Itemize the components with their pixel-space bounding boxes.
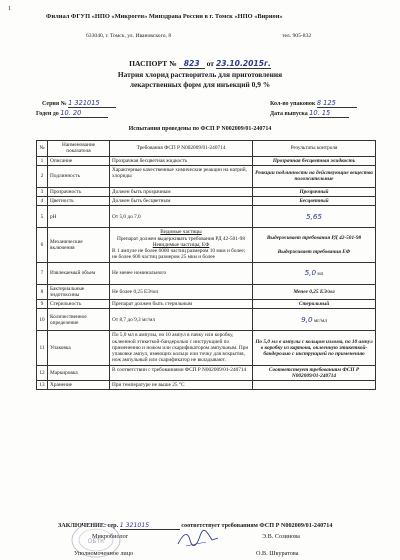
microbiologist-name: Э.В. Созинова: [262, 533, 300, 540]
volume-unit: мл: [317, 270, 324, 277]
microbiologist-label: Микробиолог: [92, 533, 129, 540]
row-name: Цветность: [48, 197, 110, 206]
table-row: [37, 165, 376, 187]
passport-number: 823: [179, 59, 205, 69]
row-result: [253, 228, 376, 262]
row-num: 4: [37, 197, 48, 206]
row-requirement: От 5,0 до 7,0: [110, 206, 253, 228]
row-num: 3: [37, 187, 48, 196]
row-name: Количественное определение: [48, 309, 110, 331]
table-row: [37, 331, 376, 365]
issue-date-field: [270, 109, 349, 118]
header-req: Требования ФСП Р N002009/01-240714: [110, 141, 253, 157]
table-row: [37, 262, 376, 284]
row-requirement: При температуре не выше 25 °С: [110, 381, 253, 390]
row-num: 11: [37, 331, 48, 365]
conclusion-series: 1 321015: [120, 522, 180, 530]
row-requirement: Прозрачная бесцветная жидкость: [110, 156, 253, 165]
row-result: Прозрачный: [253, 187, 376, 196]
signature-icon: [176, 528, 220, 550]
row-result: Соответствует требованиям ФСП Р N002009/01-240714: [253, 365, 376, 381]
product-name-line2: лекарственных форм для инъекций 0,9 %: [129, 80, 271, 89]
row-requirement: По 5,0 мл в ампулы, по 10 ампул в пачку или коробку, оклеенной этикеткой-бандеролью с инструкцией по применению и ножом или скарификатором ампульным. При упаковке ампул, имеющих кольцо или точку для вскрытия, нож ампульный или скарификатор не вкладывают.: [110, 331, 253, 365]
row-name: Подлинность: [48, 165, 110, 187]
table-row: [37, 187, 376, 196]
row-result: [253, 381, 376, 390]
row-num: 9: [37, 300, 48, 309]
assay-unit: мг/мл: [313, 317, 327, 324]
packages-label: Кол-во упаковок: [270, 101, 316, 107]
expiry-label: Годен до: [36, 111, 59, 117]
row-name: Маркировка: [48, 365, 110, 381]
packages-field: [270, 99, 357, 108]
specification-table: [36, 140, 376, 390]
invisible-particles-title: Невидимые частицы, ЕФ: [152, 241, 210, 248]
row-num: 13: [37, 381, 48, 390]
row-result: Бесцветный: [253, 197, 376, 206]
passport-title-prefix: ПАСПОРТ №: [129, 59, 177, 68]
organization-address: 633040, г. Томск, ул. Ивановского, 8: [86, 33, 172, 39]
conclusion-label: ЗАКЛЮЧЕНИЕ: сер.: [58, 522, 119, 529]
authorized-name: О.В. Шкуратова: [256, 550, 299, 557]
table-row: [37, 381, 376, 390]
table-row: [37, 156, 376, 165]
row-requirement: Должен быть прозрачным: [110, 187, 253, 196]
expiry-value: 10. 20: [60, 109, 108, 118]
row-num: 1: [37, 156, 48, 165]
passport-title: [0, 59, 400, 69]
expiry-field: [36, 109, 108, 118]
row-requirement: Не менее номинального: [110, 262, 253, 284]
row-result: [253, 262, 376, 284]
product-name-line1: Натрия хлорид растворитель для приготовления: [117, 70, 283, 79]
table-row: [37, 284, 376, 300]
row-result: 5,65: [253, 206, 376, 228]
row-requirement: Препарат должен быть стерильным: [110, 300, 253, 309]
row-requirement: Должен быть бесцветным: [110, 197, 253, 206]
issue-value: 10. 15: [309, 109, 349, 118]
table-row: [37, 365, 376, 381]
table-row: [37, 206, 376, 228]
conclusion-text: соответствует требованиям ФСП Р N002009/01-240714: [181, 522, 333, 529]
row-name: Прозрачность: [48, 187, 110, 196]
invisible-particles-result: Выдерживает требования ЕФ: [277, 248, 351, 255]
row-num: 5: [37, 206, 48, 228]
row-num: 6: [37, 228, 48, 262]
header-name: Наименование показателя: [48, 141, 110, 157]
table-header-row: [37, 141, 376, 157]
row-result: Реакции подлинности на действующие вещества положительные: [253, 165, 376, 187]
row-result: Стерильный: [253, 300, 376, 309]
row-name: рН: [48, 206, 110, 228]
table-row: [37, 300, 376, 309]
table-row: [37, 197, 376, 206]
table-row: [37, 309, 376, 331]
row-name: Бактериальные эндотоксины: [48, 284, 110, 300]
corner-mark: 1: [8, 6, 11, 12]
series-field: [42, 99, 116, 108]
organization-line: Филиал ФГУП «НПО «Микроген» Минздрава России в г. Томск «НПО «Вирион»: [46, 13, 283, 20]
assay-value: 9,0: [301, 314, 313, 324]
row-requirement: От 8,7 до 9,3 мг/мл: [110, 309, 253, 331]
row-num: 8: [37, 284, 48, 300]
row-result: Прозрачная бесцветная жидкость: [253, 156, 376, 165]
authorized-label: Уполномоченное лицо: [74, 550, 134, 557]
volume-value: 5,0: [304, 267, 317, 277]
visible-particles-text: Препарат должен выдерживать требования РД 42-501-98: [117, 235, 245, 242]
issue-label: Дата выпуска: [270, 111, 308, 117]
row-num: 2: [37, 165, 48, 187]
series-label: Серия №: [42, 101, 67, 107]
passport-date-prefix: от: [206, 59, 215, 68]
row-num: 12: [37, 365, 48, 381]
tests-heading: Испытания проведены по ФСП Р N002009/01-240714: [128, 126, 272, 132]
row-requirement: Не более 0,25 ЕЭ/мл: [110, 284, 253, 300]
invisible-particles-text: В 1 ампуле не более 6000 частиц размером 10 мкм и более; не более 600 частиц размером 25 мкм и более: [112, 248, 246, 261]
visible-particles-title: Видимые частицы: [160, 229, 202, 236]
row-name: Извлекаемый объем: [48, 262, 110, 284]
stamp-text: ОБТК: [87, 538, 105, 545]
packages-value: 8 125: [317, 99, 357, 108]
row-name: Хранение: [48, 381, 110, 390]
row-requirement: Характерные качественные химические реакции на натрий, хлориды: [110, 165, 253, 187]
row-result: По 5,0 мл в ампулы с кольцом излома, по 10 ампул в коробку из картона, оклеенную этикеткой-бандеролью с инструкцией по применению: [253, 331, 376, 365]
row-name: Стерильность: [48, 300, 110, 309]
row-name: Упаковка: [48, 331, 110, 365]
row-requirement: [110, 228, 253, 262]
visible-particles-result: Выдерживает требования РД 42-501-98: [266, 234, 362, 241]
row-requirement: В соответствии с требованиями ФСП Р N002009/01-240714: [110, 365, 253, 381]
row-result: Менее 0,25 ЕЭ/мл: [253, 284, 376, 300]
organization-phone: тел. 905-832: [282, 33, 312, 39]
header-res: Результаты контроля: [253, 141, 376, 157]
passport-date: 23.10.2015г.: [215, 59, 271, 68]
header-num: №: [37, 141, 48, 157]
series-value: 1 321015: [68, 99, 116, 108]
table-row: [37, 228, 376, 262]
row-name: Механические включения: [48, 228, 110, 262]
row-name: Описание: [48, 156, 110, 165]
row-num: 7: [37, 262, 48, 284]
row-result: [253, 309, 376, 331]
row-num: 10: [37, 309, 48, 331]
